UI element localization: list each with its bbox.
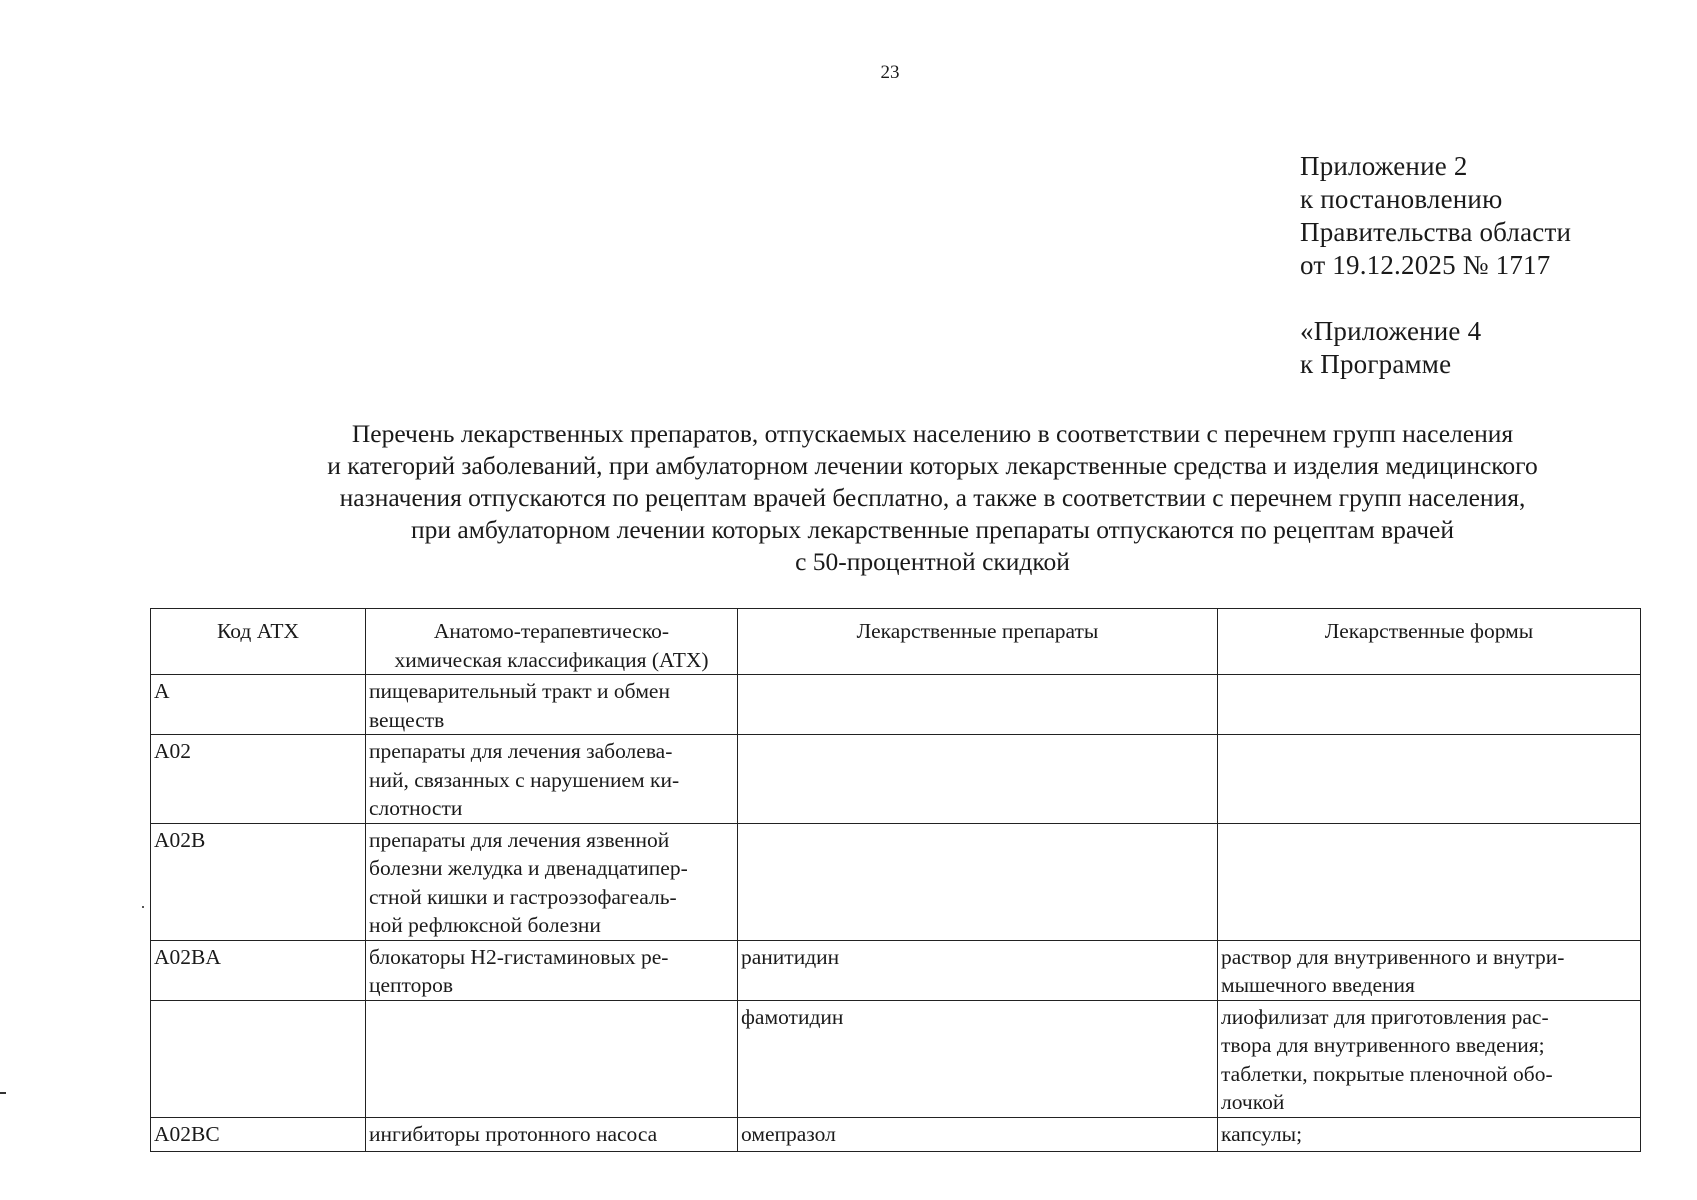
table-row <box>151 1000 1641 1117</box>
cell-line: блокаторы Н2-гистаминовых ре- <box>369 944 669 969</box>
cell-line: препараты для лечения язвенной <box>369 827 670 852</box>
scan-mark <box>0 1092 6 1094</box>
cell-classification <box>366 735 738 824</box>
title-line: и категорий заболеваний, при амбулаторном лечении которых лекарственные средства и изделия медицинского <box>327 451 1538 480</box>
cell-line: веществ <box>369 707 445 732</box>
cell-line: A02BC <box>154 1121 220 1146</box>
cell-code <box>151 1000 366 1117</box>
cell-forms <box>1218 675 1641 735</box>
header-atc-code <box>151 609 366 675</box>
cell-line: A <box>154 679 170 703</box>
cell-forms <box>1218 823 1641 940</box>
cell-line: твора для внутривенного введения; <box>1221 1033 1545 1057</box>
page-number: 23 <box>880 62 900 83</box>
header-drugs <box>738 609 1218 675</box>
cell-line: лочкой <box>1221 1090 1285 1114</box>
cell-forms <box>1218 1000 1641 1117</box>
cell-classification <box>366 675 738 735</box>
header-line: химическая классификация (АТХ) <box>394 647 709 672</box>
cell-line: таблетки, покрытые пленочной обо- <box>1221 1061 1553 1086</box>
header-dosage-forms <box>1218 609 1641 675</box>
appendix-line: от 19.12.2025 № 1717 <box>1300 250 1551 280</box>
cell-classification <box>366 823 738 940</box>
cell-forms <box>1218 735 1641 824</box>
appendix-line: Приложение 2 <box>1300 151 1468 181</box>
cell-line: болезни желудка и двенадцатипер- <box>369 856 688 880</box>
cell-line: цепторов <box>369 973 454 997</box>
cell-line: омепразол <box>741 1121 836 1146</box>
appendix-block <box>1300 150 1571 381</box>
cell-line: мышечного введения <box>1221 973 1415 997</box>
header-line: Лекарственные препараты <box>856 619 1099 643</box>
document-title <box>200 418 1665 578</box>
cell-classification <box>366 1117 738 1151</box>
table-row <box>151 823 1641 940</box>
table-row <box>151 940 1641 1000</box>
cell-line: лиофилизат для приготовления рас- <box>1221 1004 1549 1029</box>
title-line: с 50-процентной скидкой <box>795 547 1070 576</box>
cell-drug <box>738 1000 1218 1117</box>
appendix-gap <box>1300 282 1571 315</box>
title-line: назначения отпускаются по рецептам врачей бесплатно, а также в соответствии с перечнем групп населения, <box>339 483 1526 512</box>
cell-drug <box>738 1117 1218 1151</box>
cell-line: ний, связанных с нарушением ки- <box>369 767 680 792</box>
title-line: Перечень лекарственных препаратов, отпускаемых населению в соответствии с перечнем групп населения <box>351 419 1514 448</box>
cell-line: слотности <box>369 796 463 820</box>
cell-forms <box>1218 940 1641 1000</box>
drug-table <box>150 608 1641 1152</box>
table-header-row <box>151 609 1641 675</box>
cell-drug <box>738 823 1218 940</box>
header-line: Анатомо-терапевтическо- <box>433 619 670 643</box>
cell-code <box>151 735 366 824</box>
cell-line: капсулы; <box>1221 1121 1303 1146</box>
title-line: при амбулаторном лечении которых лекарственные препараты отпускаются по рецептам врачей <box>411 515 1454 544</box>
cell-forms <box>1218 1117 1641 1151</box>
table-row <box>151 735 1641 824</box>
program-appendix-line: к Программе <box>1300 349 1452 379</box>
header-line: Лекарственные формы <box>1324 619 1534 643</box>
drug-table-wrapper <box>150 608 1641 1152</box>
table-row <box>151 675 1641 735</box>
cell-line: A02B <box>154 827 206 852</box>
cell-code <box>151 823 366 940</box>
cell-line: A02 <box>154 739 192 763</box>
cell-code <box>151 1117 366 1151</box>
cell-drug <box>738 675 1218 735</box>
cell-drug <box>738 940 1218 1000</box>
table-row <box>151 1117 1641 1151</box>
cell-classification <box>366 1000 738 1117</box>
cell-line: раствор для внутривенного и внутри- <box>1221 944 1565 969</box>
cell-code <box>151 675 366 735</box>
cell-line: ранитидин <box>741 944 840 969</box>
cell-line: ной рефлюксной болезни <box>369 913 601 937</box>
cell-line: препараты для лечения заболева- <box>369 739 673 763</box>
cell-line: стной кишки и гастроэзофагеаль- <box>369 884 677 909</box>
cell-line: фамотидин <box>741 1004 844 1029</box>
program-appendix-line: «Приложение 4 <box>1300 316 1482 346</box>
cell-line: ингибиторы протонного насоса <box>369 1121 658 1146</box>
scan-mark <box>142 906 144 908</box>
cell-code <box>151 940 366 1000</box>
header-line: Код АТХ <box>216 619 299 643</box>
cell-line: пищеварительный тракт и обмен <box>369 679 670 703</box>
cell-line: A02BA <box>154 944 221 969</box>
header-atc-classification <box>366 609 738 675</box>
appendix-line: Правительства области <box>1300 217 1572 247</box>
cell-classification <box>366 940 738 1000</box>
appendix-line: к постановлению <box>1300 184 1503 214</box>
cell-drug <box>738 735 1218 824</box>
